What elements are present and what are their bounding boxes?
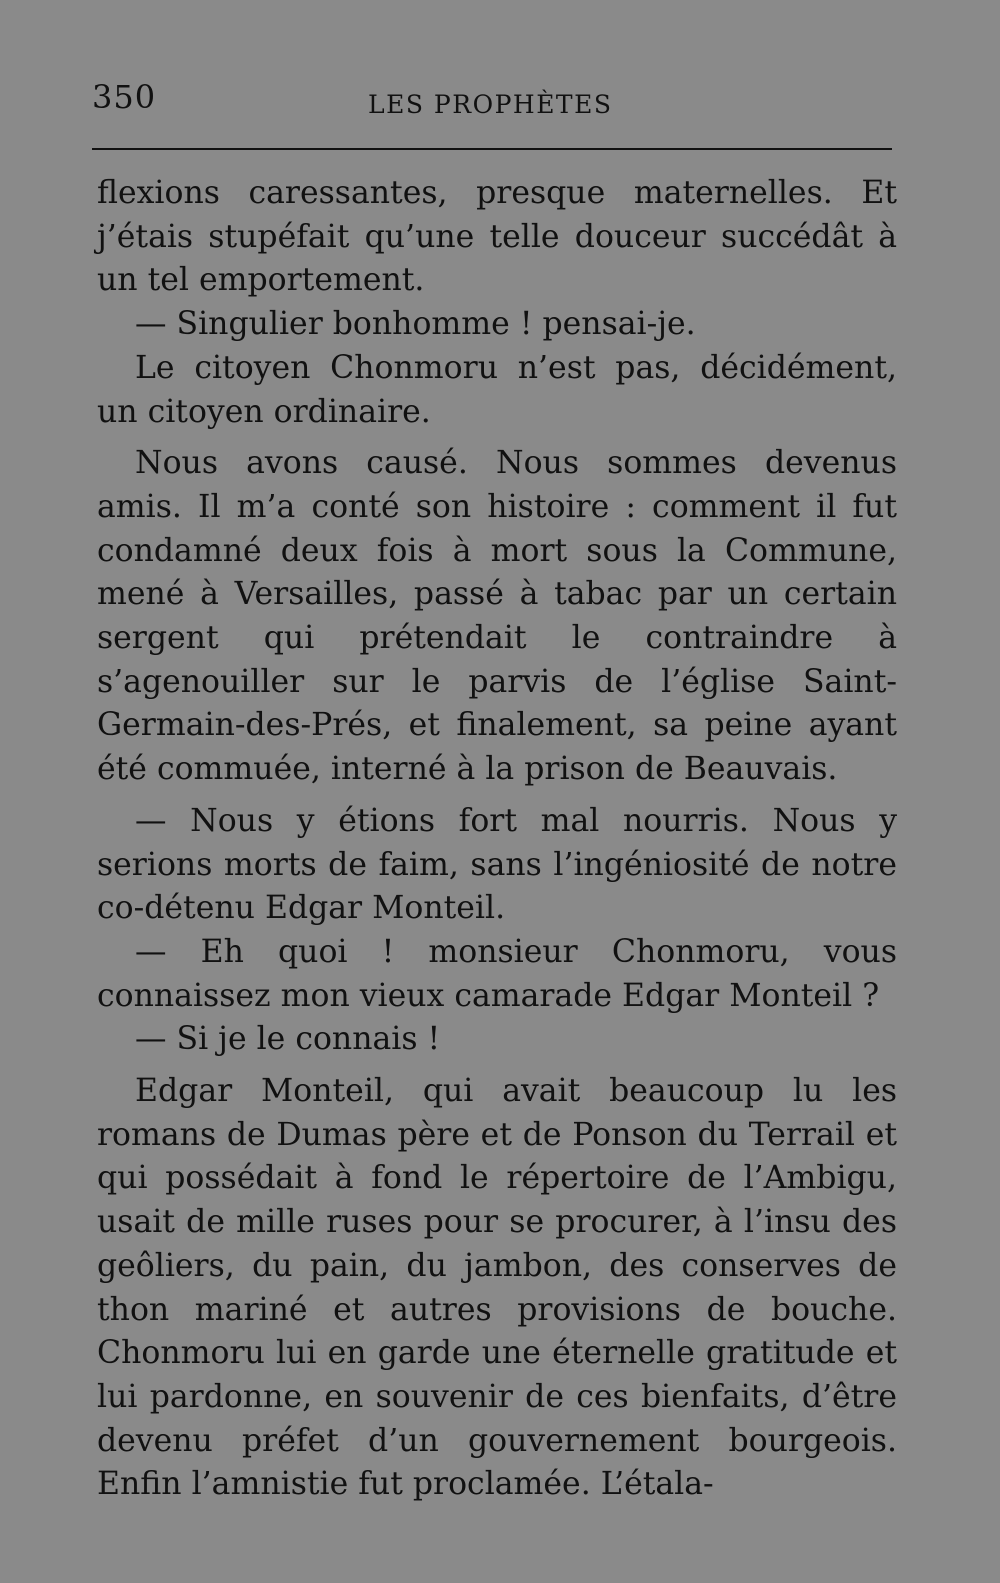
paragraph: flexions caressantes, presque maternelles. Et j’étais stupéfait qu’une telle douceur succédât à un tel emportement. [97, 175, 897, 299]
paragraph: — Eh quoi ! monsieur Chonmoru, vous connaissez mon vieux camarade Edgar Monteil ? [97, 933, 897, 1014]
page-header [92, 78, 892, 126]
paragraph: Edgar Monteil, qui avait beaucoup lu les romans de Dumas père et de Ponson du Terrail et qui possédait à fond le répertoire de l’Ambigu, usait de mille ruses pour se procurer, à l’insu des geôliers, du pain, du jambon, des conserves de thon mariné et autres provisions de bouche. Chonmoru lui en garde une éternelle gratitude et lui pardonne, en souvenir de ces bienfaits, d’être devenu préfet d’un gouvernement bourgeois. Enfin l’amnistie fut proclamée. L’étala- [97, 1073, 897, 1503]
paragraph: — Nous y étions fort mal nourris. Nous y serions morts de faim, sans l’ingéniosité de notre co-détenu Edgar Monteil. [97, 802, 897, 927]
header-rule [92, 148, 892, 150]
paragraph: — Singulier bonhomme ! pensai-je. [135, 306, 696, 343]
page-number: 350 [92, 78, 157, 116]
paragraph: Le citoyen Chonmoru n’est pas, décidément, un citoyen ordinaire. [97, 349, 897, 430]
paragraph: Nous avons causé. Nous sommes devenus amis. Il m’a conté son histoire : comment il fut condamné deux fois à mort sous la Commune, mené à Versailles, passé à tabac par un certain sergent qui prétendait le contraindre à s’agenouiller sur le parvis de l’église Saint-Germain-des-Prés, et finalement, sa peine ayant été commuée, interné à la prison de Beauvais. [97, 445, 897, 788]
body-text [97, 172, 897, 1507]
running-title: LES PROPHÈTES [368, 90, 613, 119]
paragraph: — Si je le connais ! [135, 1021, 441, 1058]
